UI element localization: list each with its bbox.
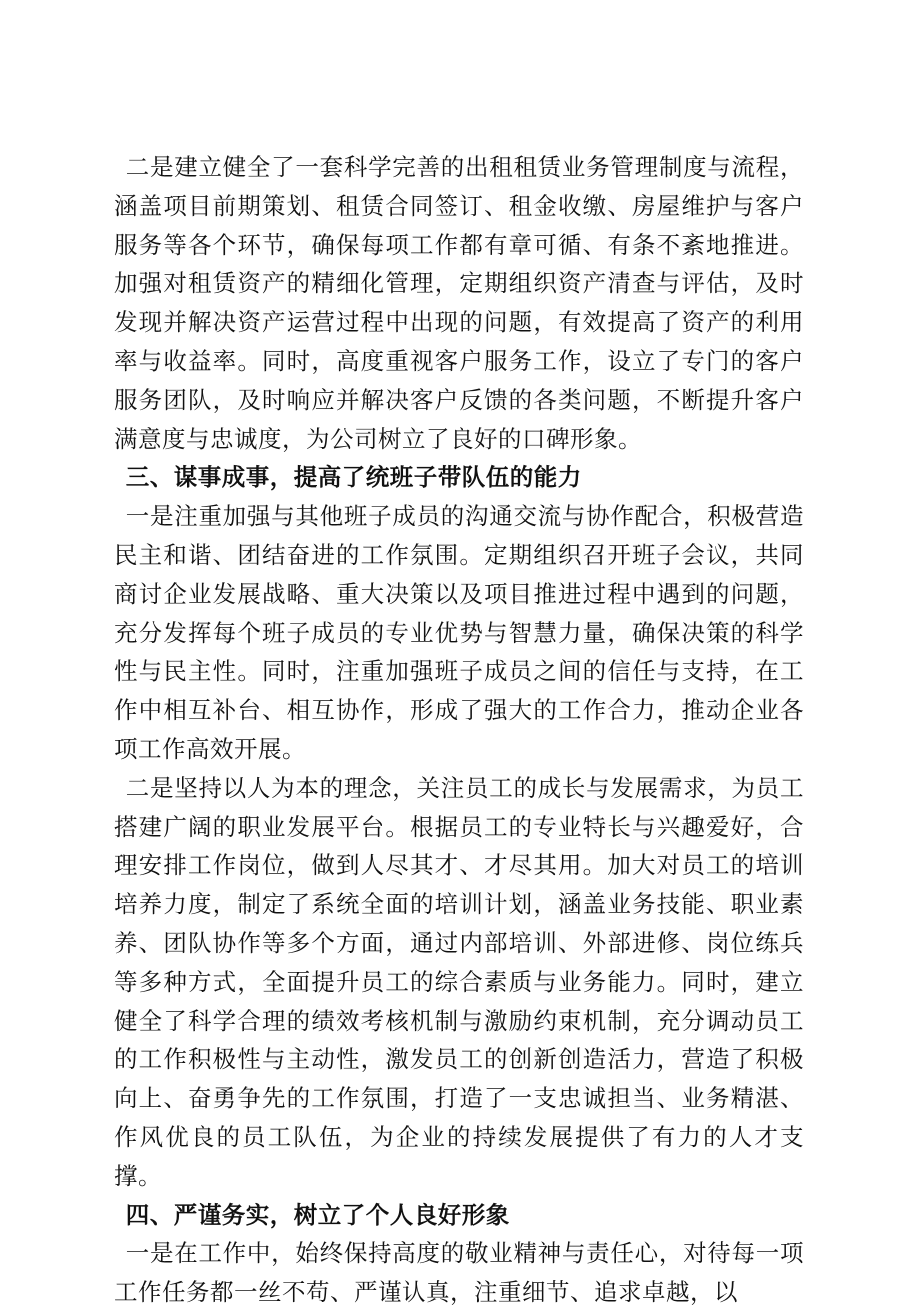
document-page [114, 148, 804, 1312]
section-heading-4: 四、严谨务实，树立了个人良好形象 [125, 1200, 510, 1229]
paragraph-staff-development: 二是坚持以人为本的理念，关注员工的成长与发展需求，为员工搭建广阔的职业发展平台。根据员工的专业特长与兴趣爱好，合理安排工作岗位，做到人尽其才、才尽其用。加大对员工的培训培养力度，制定了系统全面的培训计划，涵盖业务技能、职业素养、团队协作等多个方面，通过内部培训、外部进修、岗位练兵等多种方式，全面提升员工的综合素质与业务能力。同时，建立健全了科学合理的绩效考核机制与激励约束机制，充分调动员工的工作积极性与主动性，激发员工的创新创造活力，营造了积极向上、奋勇争先的工作氛围，打造了一支忠诚担当、业务精湛、作风优良的员工队伍，为企业的持续发展提供了有力的人才支撑。 [114, 773, 804, 1190]
paragraph-rental-management: 二是建立健全了一套科学完善的出租租赁业务管理制度与流程，涵盖项目前期策划、租赁合同签订、租金收缴、房屋维护与客户服务等各个环节，确保每项工作都有章可循、有条不紊地推进。加强对租赁资产的精细化管理，定期组织资产清查与评估，及时发现并解决资产运营过程中出现的问题，有效提高了资产的利用率与收益率。同时，高度重视客户服务工作，设立了专门的客户服务团队，及时响应并解决客户反馈的各类问题，不断提升客户满意度与忠诚度，为公司树立了良好的口碑形象。 [114, 153, 804, 453]
paragraph-work-attitude: 一是在工作中，始终保持高度的敬业精神与责任心，对待每一项工作任务都一丝不苟、严谨认真，注重细节、追求卓越，以 [114, 1239, 804, 1307]
paragraph-team-collaboration: 一是注重加强与其他班子成员的沟通交流与协作配合，积极营造民主和谐、团结奋进的工作氛围。定期组织召开班子会议，共同商讨企业发展战略、重大决策以及项目推进过程中遇到的问题，充分发挥每个班子成员的专业优势与智慧力量，确保决策的科学性与民主性。同时，注重加强班子成员之间的信任与支持，在工作中相互补台、相互协作，形成了强大的工作合力，推动企业各项工作高效开展。 [114, 502, 804, 763]
section-heading-3: 三、谋事成事，提高了统班子带队伍的能力 [125, 463, 582, 492]
